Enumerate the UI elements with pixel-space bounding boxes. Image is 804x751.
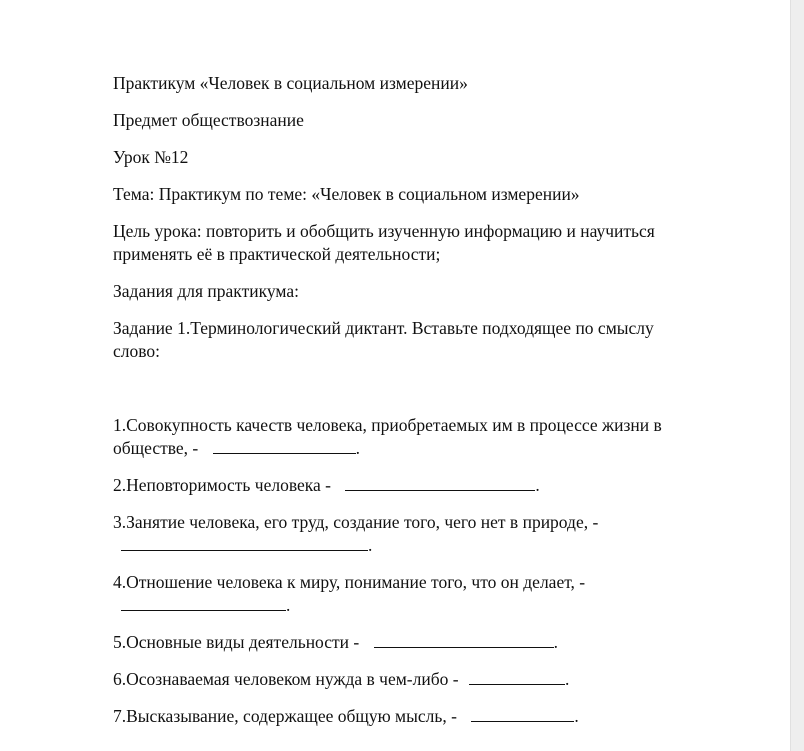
item-5-period: . [553, 632, 558, 652]
task1-line-2: слово: [113, 341, 161, 361]
document-page [113, 72, 713, 728]
goal-line-1: Цель урока: повторить и обобщить изученную информацию и научиться [113, 221, 655, 241]
page-edge [790, 0, 804, 751]
task1-line-1: Задание 1.Терминологический диктант. Вставьте подходящее по смыслу [113, 318, 654, 338]
item-4-line-1: 4.Отношение человека к миру, понимание того, что он делает, - [113, 572, 586, 592]
subject-line: Предмет обществознание [113, 110, 304, 130]
item-1-line-1: 1.Совокупность качеств человека, приобретаемых им в процессе жизни в [113, 415, 662, 435]
item-7-period: . [574, 706, 579, 726]
answer-blank-4[interactable] [121, 594, 286, 611]
answer-blank-6[interactable] [469, 668, 565, 685]
list-item [113, 571, 713, 617]
item-4-line-2 [113, 594, 713, 617]
item-4-period: . [286, 595, 291, 615]
tasks-header: Задания для практикума: [113, 281, 299, 301]
item-6-period: . [564, 669, 570, 689]
answer-blank-3[interactable] [121, 534, 368, 551]
item-1-period: . [355, 438, 361, 458]
answer-blank-2[interactable] [345, 474, 535, 491]
document-title: Практикум «Человек в социальном измерении» [113, 73, 468, 93]
item-3-period: . [368, 535, 373, 555]
list-item [113, 414, 713, 460]
list-item [113, 668, 713, 691]
item-6-text: 6.Осознаваемая человеком нужда в чем-либо - [113, 669, 459, 689]
list-item [113, 631, 713, 654]
item-3-line-1: 3.Занятие человека, его труд, создание того, чего нет в природе, - [113, 512, 599, 532]
answer-blank-7[interactable] [471, 705, 574, 722]
topic-line: Тема: Практикум по теме: «Человек в социальном измерении» [113, 184, 580, 204]
list-item [113, 474, 713, 497]
item-1-text: обществе, - [113, 438, 199, 458]
item-2-text: 2.Неповторимость человека - [113, 475, 331, 495]
item-5-text: 5.Основные виды деятельности - [113, 632, 360, 652]
list-item [113, 705, 713, 728]
list-item [113, 511, 713, 557]
item-3-line-2 [113, 534, 713, 557]
answer-blank-5[interactable] [374, 631, 554, 648]
answer-blank-1[interactable] [213, 437, 356, 454]
goal-line-2: применять её в практической деятельности; [113, 244, 441, 264]
item-1-line-2 [113, 437, 713, 460]
goal-paragraph [113, 220, 713, 266]
task1-paragraph [113, 317, 713, 363]
lesson-line: Урок №12 [113, 147, 189, 167]
item-7-text: 7.Высказывание, содержащее общую мысль, - [113, 706, 457, 726]
item-2-period: . [535, 475, 540, 495]
